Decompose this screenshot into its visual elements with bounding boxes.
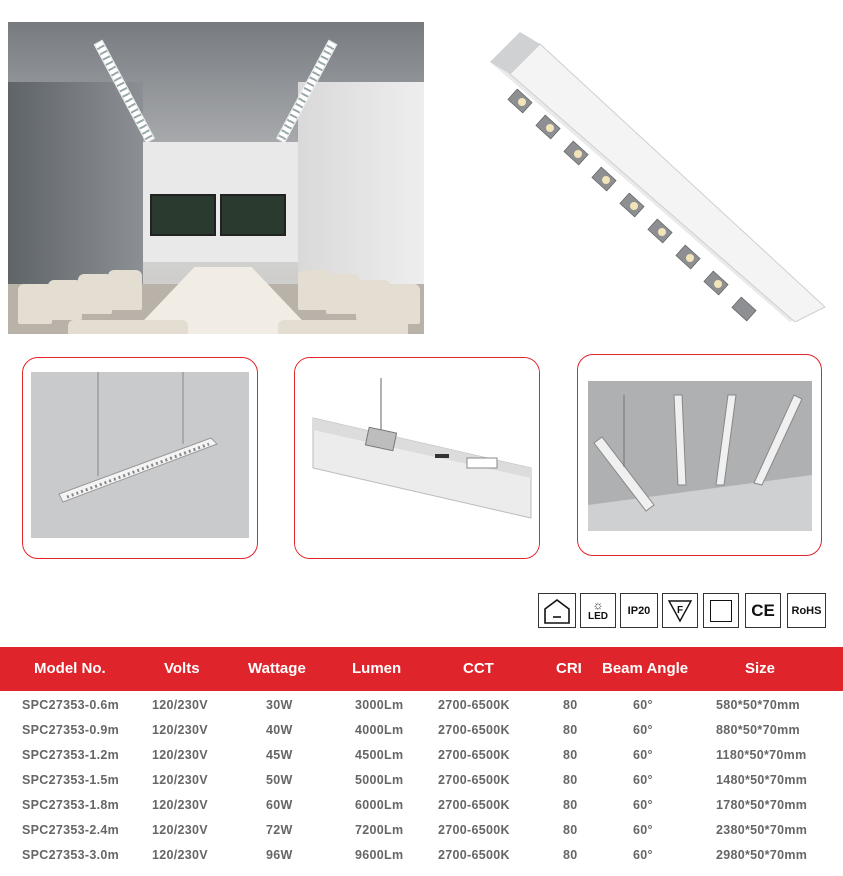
cell-model: SPC27353-3.0m (22, 848, 120, 862)
cell-cri: 80 (563, 848, 578, 862)
cell-wattage: 30W (266, 698, 293, 712)
cell-volts: 120/230V (152, 723, 208, 737)
cell-beam-angle: 60° (633, 798, 653, 812)
cell-cct: 2700-6500K (438, 773, 510, 787)
cell-size: 880*50*70mm (716, 723, 800, 737)
cell-cri: 80 (563, 723, 578, 737)
cell-beam-angle: 60° (633, 848, 653, 862)
cell-cct: 2700-6500K (438, 823, 510, 837)
cell-volts: 120/230V (152, 748, 208, 762)
cell-wattage: 96W (266, 848, 293, 862)
cell-model: SPC27353-0.6m (22, 698, 120, 712)
cell-model: SPC27353-1.2m (22, 748, 120, 762)
ce-icon (745, 593, 781, 628)
cell-size: 1480*50*70mm (716, 773, 808, 787)
installation-thumbnail (577, 354, 822, 556)
cell-cct: 2700-6500K (438, 723, 510, 737)
cell-volts: 120/230V (152, 798, 208, 812)
rohs-label: RoHS (791, 604, 822, 617)
header-beam-angle: Beam Angle (602, 660, 689, 677)
cell-volts: 120/230V (152, 773, 208, 787)
f-mark-icon (662, 593, 698, 628)
cell-cct: 2700-6500K (438, 848, 510, 862)
cell-beam-angle: 60° (633, 723, 653, 737)
cell-cri: 80 (563, 773, 578, 787)
cell-lumen: 4500Lm (355, 748, 404, 762)
cell-volts: 120/230V (152, 848, 208, 862)
cell-lumen: 6000Lm (355, 798, 404, 812)
cell-cri: 80 (563, 798, 578, 812)
cell-wattage: 40W (266, 723, 293, 737)
cell-lumen: 7200Lm (355, 823, 404, 837)
header-lumen: Lumen (352, 660, 402, 677)
cell-wattage: 72W (266, 823, 293, 837)
cell-cct: 2700-6500K (438, 748, 510, 762)
header-cri: CRI (556, 660, 582, 677)
conference-room-photo (8, 22, 424, 334)
led-icon: ☼ LED (580, 593, 616, 628)
cell-wattage: 50W (266, 773, 293, 787)
cell-model: SPC27353-1.5m (22, 773, 120, 787)
indoor-icon (538, 593, 576, 628)
header-wattage: Wattage (248, 660, 306, 677)
ip20-label: IP20 (627, 604, 651, 617)
linear-fixture-illustration (480, 22, 830, 322)
cell-size: 1780*50*70mm (716, 798, 808, 812)
cell-volts: 120/230V (152, 823, 208, 837)
cell-cri: 80 (563, 823, 578, 837)
svg-text:F: F (677, 604, 684, 616)
cell-beam-angle: 60° (633, 823, 653, 837)
cell-lumen: 4000Lm (355, 723, 404, 737)
ce-label: CE (751, 600, 775, 620)
suspended-fixture-thumbnail (22, 357, 258, 559)
cell-cct: 2700-6500K (438, 698, 510, 712)
spec-table-header (0, 647, 843, 691)
cell-cri: 80 (563, 698, 578, 712)
header-model: Model No. (34, 660, 106, 677)
class-ii-icon (703, 593, 739, 628)
cell-lumen: 5000Lm (355, 773, 404, 787)
connector-detail-thumbnail (294, 357, 540, 559)
cell-cct: 2700-6500K (438, 798, 510, 812)
cell-size: 2380*50*70mm (716, 823, 808, 837)
cell-volts: 120/230V (152, 698, 208, 712)
cell-lumen: 3000Lm (355, 698, 404, 712)
cell-model: SPC27353-1.8m (22, 798, 120, 812)
cell-cri: 80 (563, 748, 578, 762)
cell-wattage: 60W (266, 798, 293, 812)
cell-model: SPC27353-0.9m (22, 723, 120, 737)
cell-beam-angle: 60° (633, 748, 653, 762)
ip20-icon (620, 593, 658, 628)
header-cct: CCT (463, 660, 494, 677)
cell-size: 2980*50*70mm (716, 848, 808, 862)
cell-lumen: 9600Lm (355, 848, 404, 862)
cell-size: 580*50*70mm (716, 698, 800, 712)
led-label: LED (588, 611, 608, 622)
cell-beam-angle: 60° (633, 698, 653, 712)
cell-wattage: 45W (266, 748, 293, 762)
cell-model: SPC27353-2.4m (22, 823, 120, 837)
rohs-icon (787, 593, 826, 628)
header-size: Size (745, 660, 776, 677)
cell-beam-angle: 60° (633, 773, 653, 787)
header-volts: Volts (164, 660, 200, 677)
cell-size: 1180*50*70mm (716, 748, 807, 762)
